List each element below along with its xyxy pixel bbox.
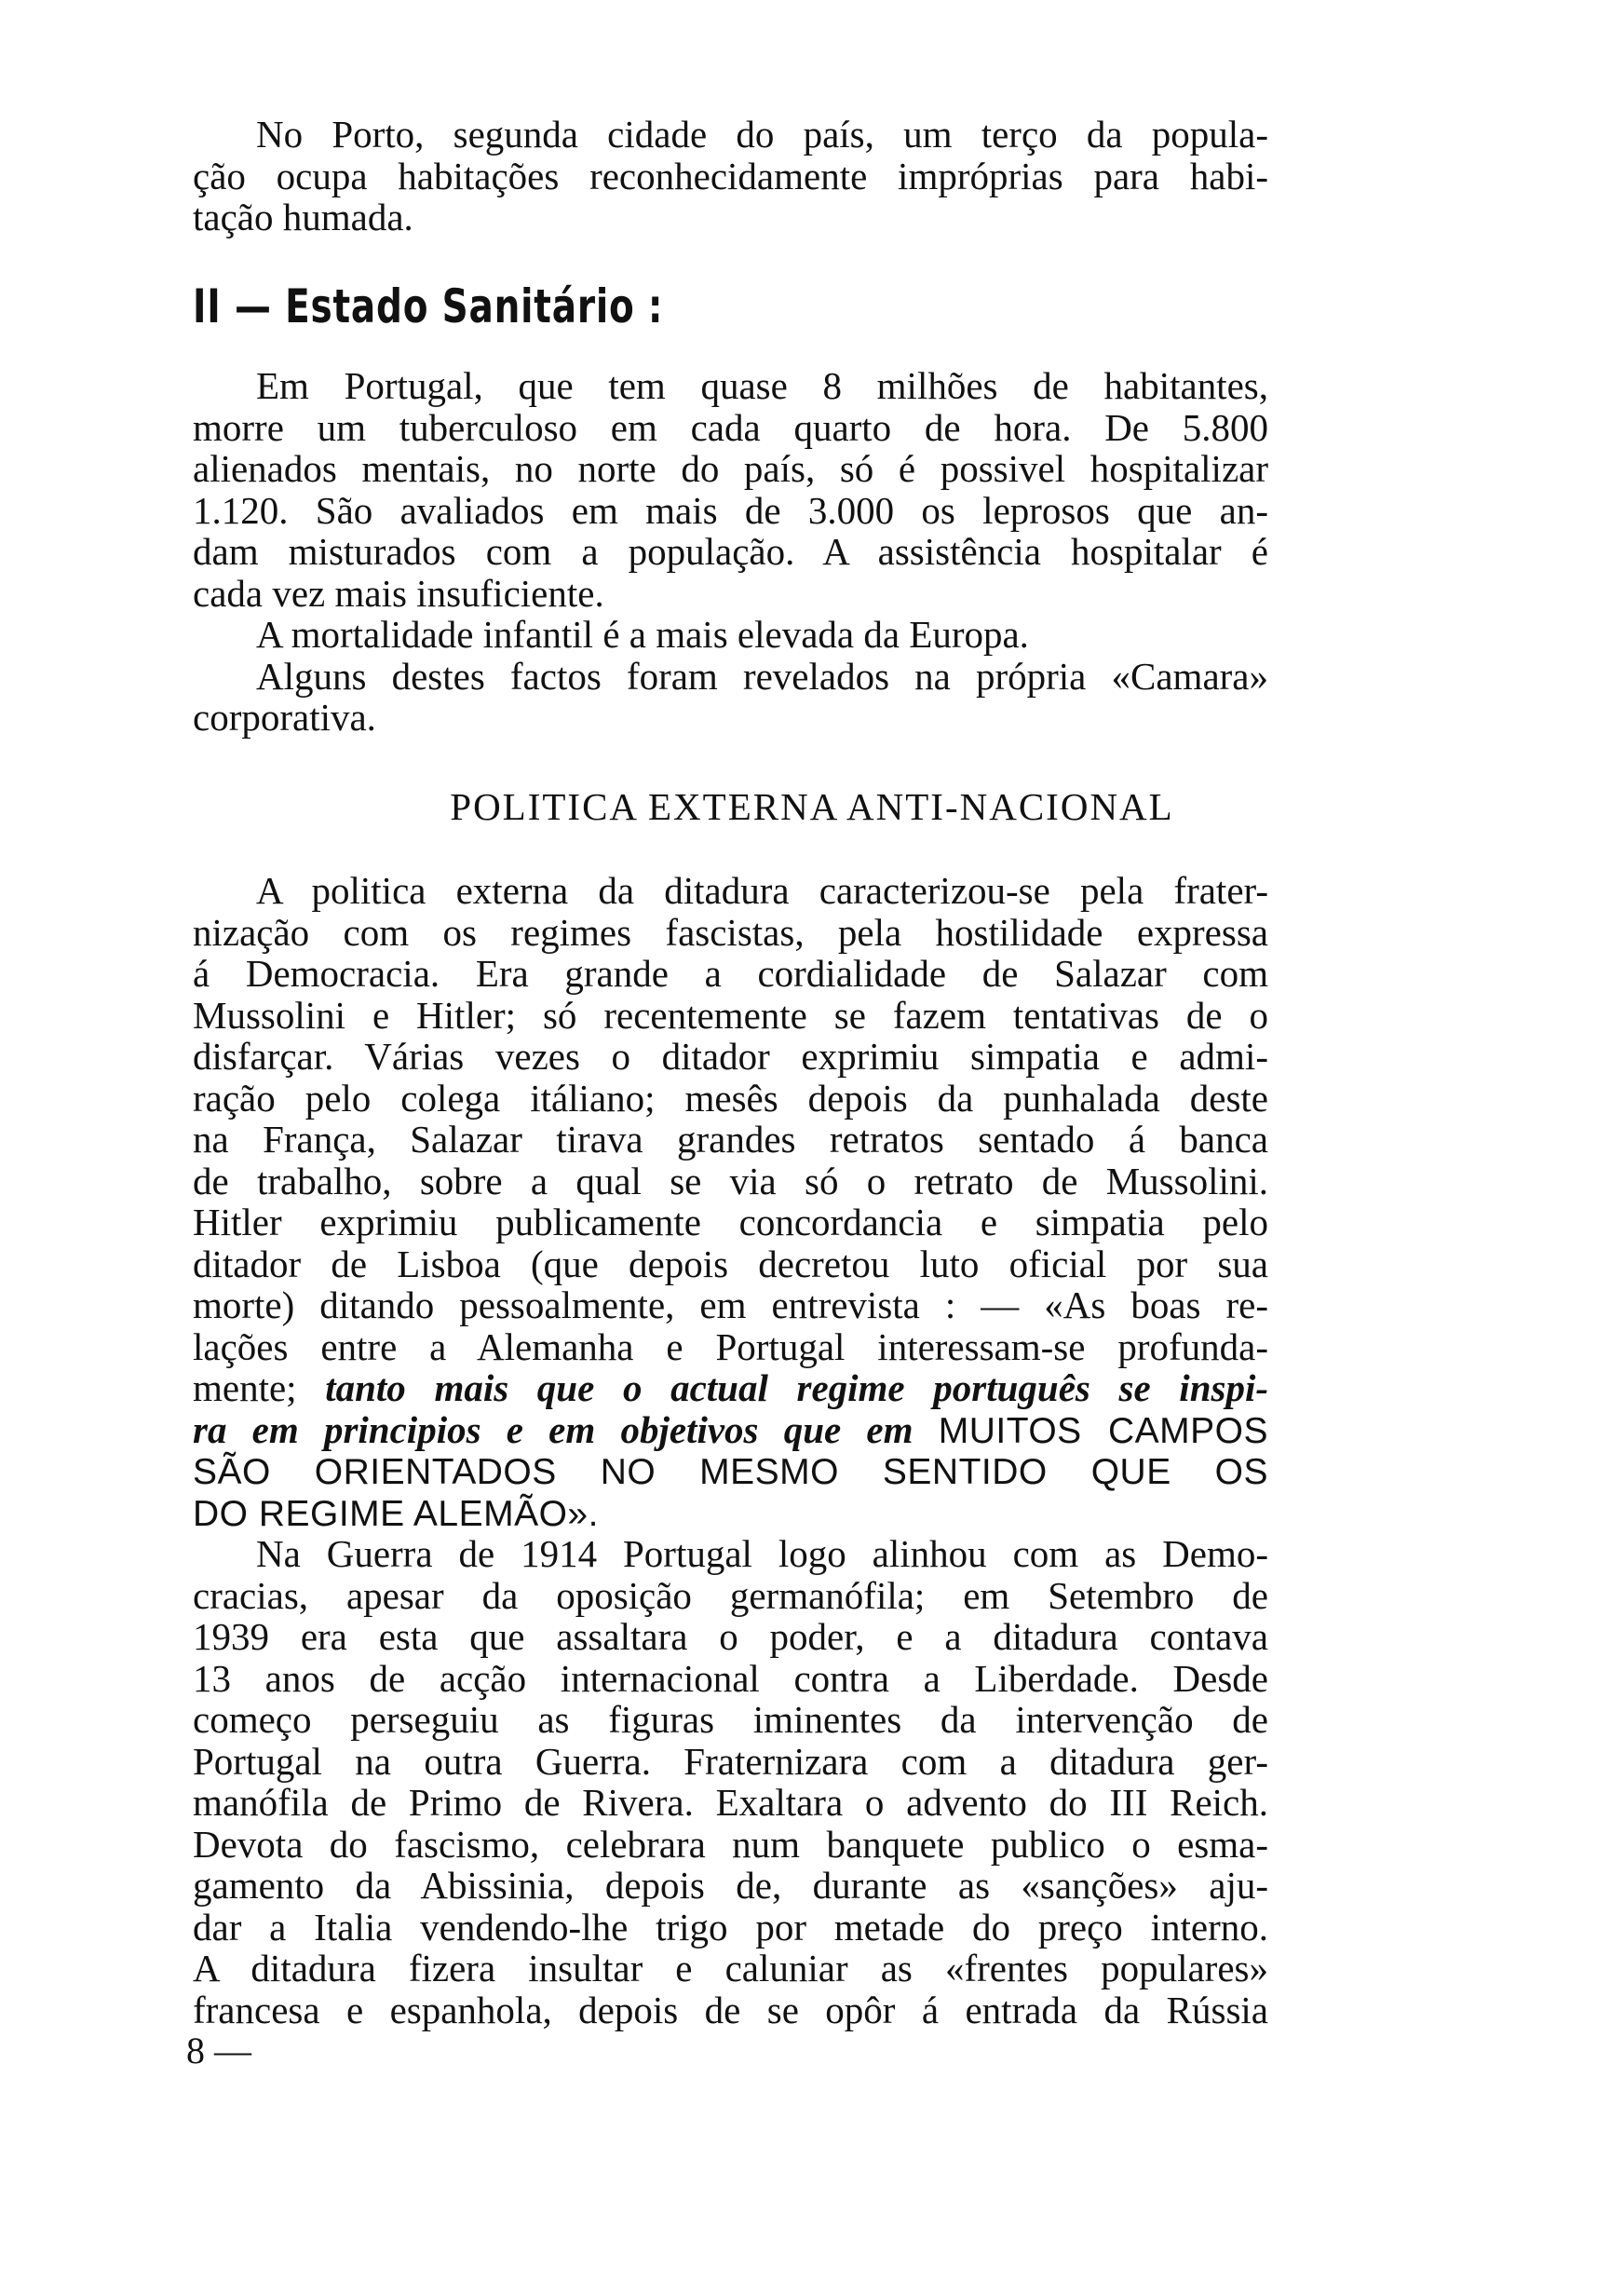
text-line: 1939 era esta que assaltara o poder, e a ditadura contava bbox=[193, 1615, 1268, 1658]
text-line: Alguns destes factos foram revelados na própria «Camara» bbox=[256, 654, 1268, 698]
text-line: 1.120. São avaliados em mais de 3.000 os leprosos que an- bbox=[193, 488, 1268, 532]
text-line: dam misturados com a população. A assistência hospitalar é bbox=[193, 530, 1268, 573]
quote-line bbox=[193, 1409, 1268, 1453]
war-paragraph bbox=[193, 1533, 1268, 2030]
quote-line: DO REGIME ALEMÃO». bbox=[193, 1493, 599, 1534]
text-line: cracias, apesar da oposição germanófila; em Setembro de bbox=[193, 1573, 1268, 1617]
text-line: A politica externa da ditadura caracterizou-se pela frater- bbox=[256, 869, 1268, 912]
text-line: Em Portugal, que tem quase 8 milhões de habitantes, bbox=[256, 364, 1268, 407]
text-line: francesa e espanhola, depois de se opôr á entrada da Rússia bbox=[193, 1988, 1268, 2031]
section-heading-sanitary: II — Estado Sanitário : bbox=[193, 279, 664, 333]
text-line: de trabalho, sobre a qual se via só o retrato de Mussolini. bbox=[193, 1159, 1268, 1202]
quote-italic-text: ra em principios e em objetivos que em bbox=[193, 1407, 939, 1451]
text-line: gamento da Abissinia, depois de, durante as «sanções» aju- bbox=[193, 1864, 1268, 1907]
text-line: lações entre a Alemanha e Portugal interessam-se profunda- bbox=[193, 1324, 1268, 1368]
text-line: Portugal na outra Guerra. Fraternizara com a ditadura ger- bbox=[193, 1739, 1268, 1783]
text-line: ditador de Lisboa (que depois decretou luto oficial por sua bbox=[193, 1242, 1268, 1285]
text-line: A ditadura fizera insultar e caluniar as «frentes populares» bbox=[193, 1947, 1268, 1989]
page-number: 8 — bbox=[186, 2030, 251, 2071]
intro-paragraph bbox=[193, 114, 1268, 238]
text-line: Mussolini e Hitler; só recentemente se fazem tentativas de o bbox=[193, 993, 1268, 1037]
text-line: alienados mentais, no norte do país, só é possivel hospitalizar bbox=[193, 447, 1268, 490]
text-line: morte) ditando pessoalmente, em entrevista : — «As boas re- bbox=[193, 1283, 1268, 1326]
section-title-external-policy: POLITICA EXTERNA ANTI-NACIONAL bbox=[450, 785, 1174, 828]
sanitary-paragraph bbox=[193, 365, 1268, 739]
text-line: corporativa. bbox=[193, 696, 376, 739]
external-policy-paragraph bbox=[193, 870, 1268, 1535]
text-line: começo perseguiu as figuras iminentes da intervenção de bbox=[193, 1698, 1268, 1741]
text-line: No Porto, segunda cidade do país, um terço da popula- bbox=[256, 113, 1268, 156]
text-line: A mortalidade infantil é a mais elevada da Europa. bbox=[256, 613, 1029, 656]
quote-italic-text: tanto mais que o actual regime português se inspi- bbox=[325, 1366, 1268, 1409]
text-line: Devota do fascismo, celebrara num banquete publico o esma- bbox=[193, 1822, 1268, 1866]
text-line: ção ocupa habitações reconhecidamente impróprias para habi- bbox=[193, 154, 1268, 197]
quote-upper-text: MUITOS CAMPOS bbox=[938, 1410, 1268, 1451]
quote-normal-text: mente; bbox=[193, 1366, 326, 1409]
text-line: morre um tuberculoso em cada quarto de hora. De 5.800 bbox=[193, 405, 1268, 449]
text-line: manófila de Primo de Rivera. Exaltara o advento do III Reich. bbox=[193, 1781, 1268, 1824]
text-line: Na Guerra de 1914 Portugal logo alinhou com as Demo- bbox=[256, 1532, 1268, 1575]
quote-line bbox=[193, 1367, 1268, 1409]
text-line: á Democracia. Era grande a cordialidade de Salazar com bbox=[193, 952, 1268, 995]
text-line: ração pelo colega itáliano; mesês depois da punhalada deste bbox=[193, 1076, 1268, 1120]
text-line: 13 anos de acção internacional contra a Liberdade. Desde bbox=[193, 1656, 1268, 1700]
text-line: Hitler exprimiu publicamente concordancia e simpatia pelo bbox=[193, 1201, 1268, 1243]
text-line: dar a Italia vendendo-lhe trigo por metade do preço interno. bbox=[193, 1905, 1268, 1949]
text-line: cada vez mais insuficiente. bbox=[193, 571, 604, 615]
text-line: nização com os regimes fascistas, pela hostilidade expressa bbox=[193, 910, 1268, 954]
text-line: disfarçar. Várias vezes o ditador exprimiu simpatia e admi- bbox=[193, 1035, 1268, 1078]
text-line: tação humada. bbox=[193, 196, 413, 238]
text-line: na França, Salazar tirava grandes retratos sentado á banca bbox=[193, 1118, 1268, 1161]
quote-line: SÃO ORIENTADOS NO MESMO SENTIDO QUE OS bbox=[193, 1452, 1268, 1492]
